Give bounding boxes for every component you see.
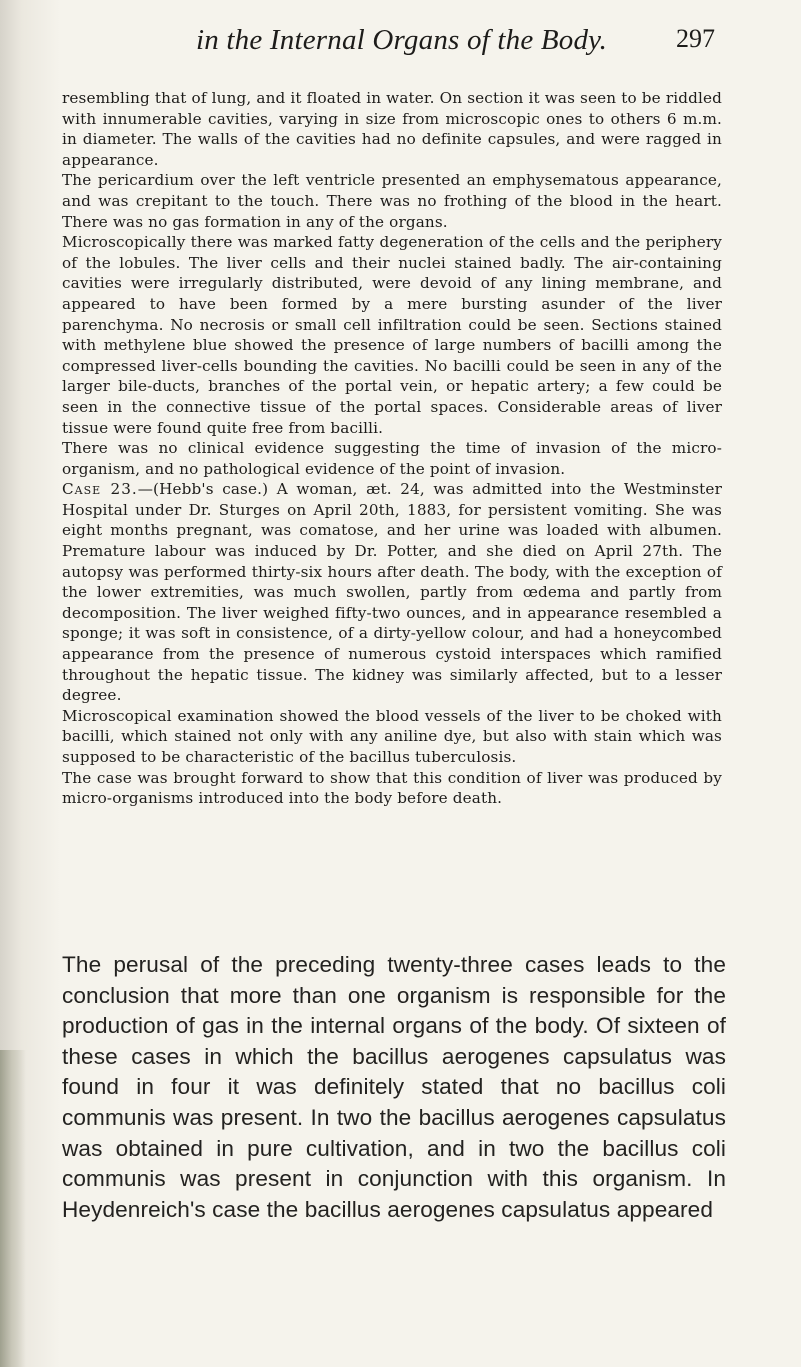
small-print-body xyxy=(62,88,722,809)
paragraph-pericardium: The pericardium over the left ventricle presented an emphysematous appearance, and was crepitant to the touch. There was no frothing of the blood in the heart. There was no gas formation in any of the organs. xyxy=(62,171,722,231)
paragraph-case-23 xyxy=(62,479,722,706)
paragraph-summary: The perusal of the preceding twenty-three cases leads to the conclusion that more than one organism is responsible for the production of gas in the internal organs of the body. Of sixteen of these cases in which the bacillus aerogenes capsulatus was found in four it was definitely stated that no bacillus coli communis was present. In two the bacillus aerogenes capsulatus was obtained in pure cultivation, and in two the bacillus coli communis was present in conjunction with this organism. In Heydenreich's case the bacillus aerogenes capsulatus appeared xyxy=(62,952,726,1222)
paragraph-microscopy: Microscopically there was marked fatty degeneration of the cells and the periphery of the lobules. The liver cells and their nuclei stained badly. The air-containing cavities were irregularly distributed, were devoid of any lining membrane, and appeared to have been formed by a mere bursting asunder of the liver parenchyma. No necrosis or small cell infiltration could be seen. Sections stained with methylene blue showed the presence of large numbers of bacilli among the compressed liver-cells bounding the cavities. No bacilli could be seen in any of the larger bile-ducts, branches of the portal vein, or hepatic artery; a few could be seen in the connective tissue of the portal spaces. Considerable areas of liver tissue were found quite free from bacilli. xyxy=(62,233,722,437)
page-number: 297 xyxy=(676,24,715,53)
paragraph-clinical-evidence: There was no clinical evidence suggesting the time of invasion of the micro-organism, and no pathological evidence of the point of invasion. xyxy=(62,439,722,478)
case-label: Case 23. xyxy=(62,480,138,499)
paragraph-microscopical-exam: Microscopical examination showed the blood vessels of the liver to be choked with bacilli, which stained not only with any aniline dye, but also with stain which was supposed to be characteristic of the bacillus tuberculosis. xyxy=(62,706,722,766)
paragraph-case-conclusion: The case was brought forward to show that this condition of liver was produced by micro-organisms introduced into the body before death. xyxy=(62,768,722,808)
case-text: —(Hebb's case.) A woman, æt. 24, was admitted into the Westminster Hospital under Dr. Sturges on April 20th, 1883, for persistent vomiting. She was eight months pregnant, was comatose, and her urine was loaded with albumen. Premature labour was induced by Dr. Potter, and she died on April 27th. The autopsy was performed thirty-six hours after death. The body, with the exception of the lower extremities, was much swollen, partly from œdema and partly from decomposition. The liver weighed fifty-two ounces, and in appearance resembled a sponge; it was soft in consistence, of a dirty-yellow colour, and had a honeycombed appearance from the presence of numerous cystoid interspaces which ramified throughout the hepatic tissue. The kidney was similarly affected, but to a lesser degree. xyxy=(62,480,722,705)
page-edge-shadow xyxy=(0,1050,26,1367)
running-title: in the Internal Organs of the Body. xyxy=(196,24,608,56)
large-print-body xyxy=(62,950,726,1225)
page-header xyxy=(196,24,715,62)
paragraph-liver-section: resembling that of lung, and it floated in water. On section it was seen to be riddled with innumerable cavities, varying in size from microscopic ones to others 6 m.m. in diameter. The walls of the cavities had no definite capsules, and were ragged in appearance. xyxy=(62,89,722,169)
